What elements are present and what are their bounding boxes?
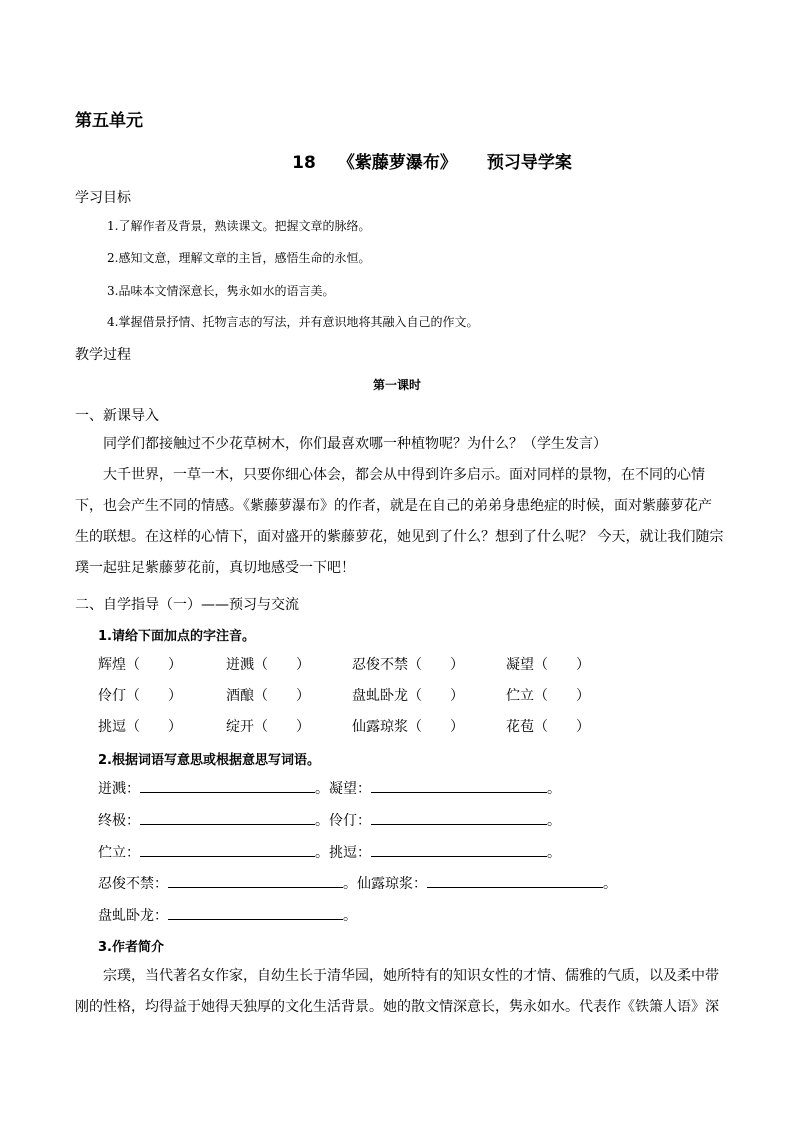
- pinyin-cell: 忍俊不禁（ ）: [352, 657, 464, 673]
- bio-para: 宗璞，当代著名女作家，自幼生长于清华园，她所特有的知识女性的才情、儒雅的气质，以及柔中带刚的性格，均得益于她得天独厚的文化生活背景。她的散文情深意长，隽永如水。代表作《铁箫人语》深: [75, 968, 719, 1015]
- answer-blank[interactable]: [140, 844, 315, 857]
- end-mark: 。: [603, 876, 617, 892]
- lesson-number: 18: [292, 153, 316, 173]
- end-mark: 。: [547, 845, 561, 861]
- self-study-heading: 二、自学指导（一）——预习与交流: [75, 597, 299, 613]
- question-2: 2.根据词语写意思或根据意思写词语。: [98, 753, 320, 768]
- pinyin-cell: 花苞（ ）: [506, 719, 590, 735]
- term-label: 盘虬卧龙：: [98, 908, 168, 924]
- end-mark: 。: [547, 781, 561, 797]
- term-label: 挑逗：: [329, 845, 371, 861]
- lesson-subtitle: 预习导学案: [486, 153, 572, 173]
- pinyin-cell: 绽开（ ）: [226, 719, 310, 735]
- answer-blank[interactable]: [371, 844, 547, 857]
- term-label: 凝望：: [329, 781, 371, 797]
- meaning-row: [98, 842, 561, 862]
- end-mark: 。: [315, 781, 329, 797]
- term-label: 迸溅：: [98, 781, 140, 797]
- objective-item: 1.了解作者及背景，熟读课文。把握文章的脉络。: [107, 219, 371, 233]
- term-label: 终极：: [98, 813, 140, 829]
- term-label: 伶仃：: [329, 813, 371, 829]
- answer-blank[interactable]: [371, 812, 547, 825]
- meaning-row: [98, 905, 357, 925]
- question-1: 1.请给下面加点的字注音。: [98, 629, 255, 644]
- term-label: 仙露琼浆：: [357, 876, 427, 892]
- pinyin-cell: 盘虬卧龙（ ）: [352, 688, 464, 704]
- term-label: 伫立：: [98, 845, 140, 861]
- meaning-row: [98, 873, 617, 893]
- term-label: 忍俊不禁：: [98, 876, 168, 892]
- objectives-heading: 学习目标: [75, 190, 131, 206]
- end-mark: 。: [315, 845, 329, 861]
- meaning-row: [98, 810, 561, 830]
- meaning-row: [98, 778, 561, 798]
- process-heading: 教学过程: [75, 347, 131, 363]
- author-bio: [75, 961, 725, 1023]
- question-3: 3.作者简介: [98, 940, 164, 955]
- end-mark: 。: [315, 813, 329, 829]
- intro-para: 同学们都接触过不少花草树木，你们最喜欢哪一种植物呢？为什么？（学生发言）: [103, 436, 607, 452]
- pinyin-cell: 酒酿（ ）: [226, 688, 310, 704]
- end-mark: 。: [343, 876, 357, 892]
- pinyin-cell: 凝望（ ）: [506, 657, 590, 673]
- lesson-period: 第一课时: [372, 378, 421, 392]
- intro-heading: 一、新课导入: [75, 408, 159, 424]
- objective-item: 2.感知文意，理解文章的主旨，感悟生命的永恒。: [107, 251, 371, 265]
- pinyin-cell: 挑逗（ ）: [98, 719, 182, 735]
- objective-item: 4.掌握借景抒情、托物言志的写法，并有意识地将其融入自己的作文。: [107, 315, 479, 329]
- end-mark: 。: [547, 813, 561, 829]
- answer-blank[interactable]: [140, 780, 315, 793]
- unit-heading: 第五单元: [75, 111, 143, 131]
- answer-blank[interactable]: [168, 875, 343, 888]
- intro-para: 大千世界，一草一木，只要你细心体会，都会从中得到许多启示。面对同样的景物，在不同的心情下，也会产生不同的情感。《紫藤萝瀑布》的作者，就是在自己的弟弟身患绝症的时候，面对紫藤萝花产生的联想。在这样的心情下，面对盛开的紫藤萝花，她见到了什么？想到了什么呢？ 今天，就让我们随宗璞一起驻足紫藤萝花前，真切地感受一下吧！: [75, 467, 724, 576]
- pinyin-cell: 仙露琼浆（ ）: [352, 719, 464, 735]
- lesson-name: 《紫藤萝瀑布》: [337, 153, 457, 173]
- lesson-title: [0, 148, 794, 173]
- intro-paragraphs: [75, 429, 725, 584]
- answer-blank[interactable]: [168, 907, 343, 920]
- answer-blank[interactable]: [427, 875, 603, 888]
- pinyin-cell: 迸溅（ ）: [226, 657, 310, 673]
- pinyin-cell: 辉煌（ ）: [98, 657, 182, 673]
- objective-item: 3.品味本文情深意长，隽永如水的语言美。: [107, 284, 335, 298]
- end-mark: 。: [343, 908, 357, 924]
- answer-blank[interactable]: [371, 780, 547, 793]
- pinyin-cell: 伫立（ ）: [506, 688, 590, 704]
- pinyin-cell: 伶仃（ ）: [98, 688, 182, 704]
- answer-blank[interactable]: [140, 812, 315, 825]
